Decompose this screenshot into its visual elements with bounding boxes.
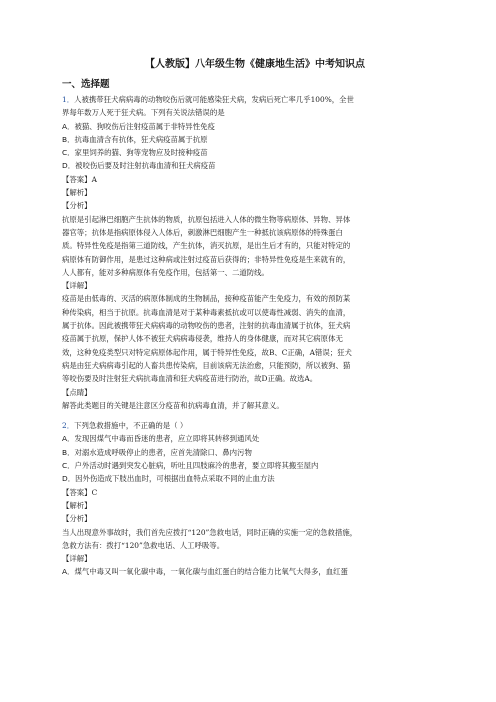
option-a: A．发现因煤气中毒而昏迷的患者，应立即将其转移到通风处 <box>62 434 260 444</box>
fenxi-text: 器官等；抗体是指病原体侵入人体后，刺激淋巴细胞产生一种抵抗该病原体的特殊蛋白 <box>62 227 343 237</box>
analysis-label: 【解析】 <box>62 500 92 510</box>
xiangjie-label: 【详解】 <box>62 554 92 564</box>
xiangjie-text: 疫苗属于抗原，保护人体不被狂犬病病毒侵袭，维持人的身体健康，而对其它病原体无 <box>62 334 343 344</box>
section-heading: 一、选择题 <box>62 79 110 90</box>
option-c: C．户外活动时遇到突发心脏病，听吐且四肢麻冷的患者，要立即将其搬至屋内 <box>62 461 319 471</box>
analysis-label: 【解析】 <box>62 188 92 198</box>
question-number: 2． <box>62 421 75 431</box>
question-number: 1． <box>62 95 75 104</box>
question-2 <box>62 419 438 579</box>
fenxi-label: 【分析】 <box>62 514 92 524</box>
spacer <box>62 412 438 419</box>
xiangjie-text: 种传染病，相当于抗原。抗毒血清是对于某种毒素抵抗或可以使毒性减弱、消失的血清， <box>62 307 351 317</box>
document-page <box>62 58 438 579</box>
fenxi-text: 人人都有，能对多种病原体有免疫作用，包括第一、二道防线。 <box>62 267 269 277</box>
question-1 <box>62 93 438 412</box>
dianjing-text: 解答此类题目的关键是注意区分疫苗和抗病毒血清，并了解其意义。 <box>62 400 284 410</box>
xiangjie-label: 【详解】 <box>62 281 92 291</box>
option-d: D．因外伤造成下肢出血时，可根据出血特点采取不同的止血方法 <box>62 474 275 484</box>
xiangjie-text: A．煤气中毒又叫一氧化碳中毒，一氧化碳与血红蛋白的结合能力比氧气大得多，血红蛋 <box>62 567 348 577</box>
option-c: C．家里饲养的猫、狗等宠物应及时接种疫苗 <box>62 148 208 158</box>
fenxi-text: 病原体有防御作用，是患过这种病或注射过疫苗后获得的；非特异性免疫是生来就有的， <box>62 254 351 264</box>
fenxi-text: 当人出现意外事故时，我们首先应拨打“120”急救电话，同时正确的实施一定的急救措施， <box>62 527 358 537</box>
fenxi-text: 抗原是引起淋巴细胞产生抗体的物质，抗原包括进入人体的微生物等病原体、异物、异体 <box>62 214 351 224</box>
fenxi-text: 急救方法有：拨打“120”急救电话、人工呼吸等。 <box>62 540 225 550</box>
question-stem-line: 2．下列急救措施中，不正确的是（ ） <box>62 421 188 431</box>
answer-label: 【答案】C <box>62 487 98 497</box>
option-b: B．对溺水造成呼吸停止的患者，应首先清除口、鼻内污物 <box>62 447 252 457</box>
xiangjie-text: 疫苗是由低毒的、灭活的病原体制成的生物制品，接种疫苗能产生免疫力，有效的预防某 <box>62 294 351 304</box>
option-a: A．被猫、狗咬伤后注射疫苗属于非特异性免疫 <box>62 121 215 131</box>
answer-label: 【答案】A <box>62 174 97 184</box>
dianjing-label: 【点睛】 <box>62 387 92 397</box>
xiangjie-text: 效，这种免疫类型只对特定病原体起作用，属于特异性免疫，故B、C正确，A错误；狂犬 <box>62 347 352 357</box>
xiangjie-text: 病是由狂犬病病毒引起的人畜共患传染病，目前该病无法治愈，只能预防，所以被狗、猫 <box>62 360 351 370</box>
xiangjie-text: 属于抗体。因此被携带狂犬病病毒的动物咬伤的患者，注射的抗毒血清属于抗体，狂犬病 <box>62 321 351 331</box>
option-d: D．被咬伤后要及时注射抗毒血清和狂犬病疫苗 <box>62 161 216 171</box>
xiangjie-text: 等咬伤要及时注射狂犬病抗毒血清和狂犬病疫苗进行防治，故D正确。故选A。 <box>62 374 318 384</box>
document-title: 【人教版】八年级生物《健康地生活》中考知识点 <box>145 59 365 70</box>
fenxi-text: 质。特异性免疫是指第三道防线，产生抗体，消灭抗原，是出生后才有的，只能对特定的 <box>62 241 351 251</box>
question-stem-line: 界每年数万人死于狂犬病。下列有关说法错误的是 <box>62 108 225 118</box>
question-stem-line: 1．人被携带狂犬病病毒的动物咬伤后就可能感染狂犬病，发病后死亡率几乎100%，全世 <box>62 95 354 104</box>
fenxi-label: 【分析】 <box>62 201 92 211</box>
option-b: B．抗毒血清含有抗体，狂犬病疫苗属于抗原 <box>62 134 208 144</box>
